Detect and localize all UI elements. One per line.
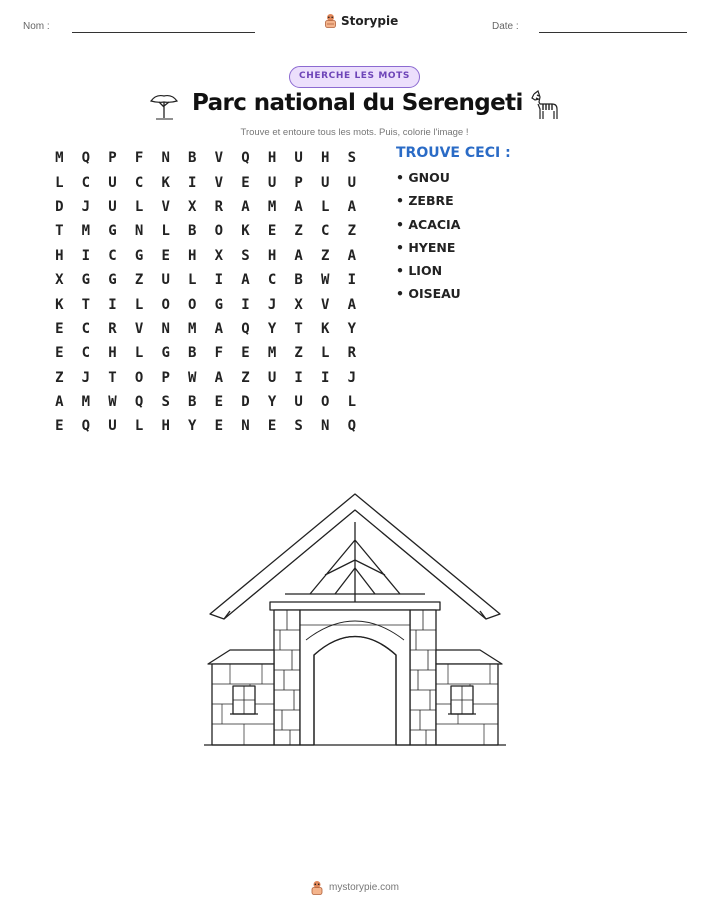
grid-letter: Q [241,150,250,167]
grid-letter: H [161,418,170,435]
grid-letter: X [188,198,197,215]
grid-row [46,390,365,414]
grid-letter: H [321,150,330,167]
grid-letter: R [214,198,224,215]
grid-letter: V [214,150,224,167]
grid-letter: T [55,223,64,240]
grid-letter: U [267,369,277,386]
grid-letter: M [267,198,277,215]
grid-letter: H [267,247,277,264]
grid-letter: N [321,418,330,435]
name-label: Nom : [23,21,50,32]
grid-row [46,292,365,316]
grid-letter: O [188,296,197,313]
grid-row [46,366,365,390]
grid-letter: S [294,418,303,435]
grid-letter: M [81,394,91,411]
grid-letter: W [321,272,330,289]
grid-letter: A [241,272,250,289]
name-line [72,32,255,33]
grid-letter: O [161,296,170,313]
grid-letter: L [134,345,144,362]
page-title: Parc national du Serengeti [192,90,523,116]
grid-letter: X [214,247,224,264]
title-row [0,88,709,126]
grid-letter: B [188,223,197,240]
grid-letter: I [347,272,357,289]
grid-letter: A [214,320,224,337]
grid-letter: L [134,418,144,435]
worksheet-header [0,0,709,50]
grid-letter: K [161,174,170,191]
grid-row [46,244,365,268]
grid-letter: A [241,198,250,215]
grid-letter: H [108,345,117,362]
grid-letter: B [188,345,197,362]
grid-letter: E [241,345,250,362]
grid-letter: L [55,174,64,191]
grid-letter: B [188,394,197,411]
zebra-icon [528,88,562,122]
grid-letter: C [81,174,91,191]
grid-letter: I [241,296,250,313]
grid-row [46,268,365,292]
grid-letter: L [134,296,144,313]
grid-letter: O [134,369,144,386]
park-gate-illustration [200,490,510,750]
word-item: • LION [396,263,443,279]
grid-letter: L [161,223,170,240]
grid-letter: T [81,296,91,313]
grid-letter: A [294,198,303,215]
grid-letter: Z [241,369,250,386]
grid-letter: Y [347,320,357,337]
grid-letter: U [108,198,117,215]
grid-letter: U [347,174,357,191]
grid-letter: A [347,247,357,264]
grid-letter: M [188,320,197,337]
grid-letter: E [55,345,64,362]
grid-letter: J [81,198,91,215]
grid-letter: N [241,418,250,435]
grid-letter: F [134,150,144,167]
grid-row [46,341,365,365]
grid-letter: K [321,320,330,337]
acacia-tree-icon [148,91,180,121]
brand [324,13,398,28]
grid-letter: G [108,223,117,240]
grid-letter: I [294,369,303,386]
grid-letter: D [55,198,64,215]
grid-letter: H [55,247,64,264]
instructions: Trouve et entoure tous les mots. Puis, colorie l'image ! [240,127,469,138]
grid-letter: E [267,418,277,435]
grid-letter: C [81,345,91,362]
grid-letter: G [214,296,224,313]
grid-letter: Q [81,150,91,167]
grid-letter: Z [294,223,303,240]
grid-letter: U [321,174,330,191]
word-search-grid [46,146,365,439]
grid-letter: I [108,296,117,313]
grid-letter: U [108,174,117,191]
grid-letter: U [294,150,303,167]
grid-letter: H [188,247,197,264]
grid-letter: J [267,296,277,313]
grid-letter: Z [347,223,357,240]
grid-letter: I [214,272,224,289]
grid-letter: R [108,320,117,337]
storypie-logo-icon [324,13,337,28]
grid-letter: E [214,418,224,435]
grid-row [46,317,365,341]
grid-letter: A [347,296,357,313]
grid-letter: F [214,345,224,362]
grid-letter: T [108,369,117,386]
word-item: • GNOU [396,170,450,185]
grid-letter: I [81,247,91,264]
grid-letter: W [108,394,117,411]
grid-letter: E [241,174,250,191]
grid-letter: Z [321,247,330,264]
grid-letter: Z [294,345,303,362]
grid-letter: B [188,150,197,167]
grid-letter: S [347,150,357,167]
date-line [539,32,687,33]
grid-letter: R [347,345,357,362]
footer-url: mystorypie.com [328,882,399,893]
grid-letter: C [134,174,144,191]
grid-letter: W [188,369,197,386]
grid-letter: I [321,369,330,386]
grid-letter: Q [241,320,250,337]
grid-letter: P [161,369,170,386]
grid-letter: Z [55,369,64,386]
grid-letter: Y [267,394,277,411]
grid-letter: T [294,320,303,337]
grid-letter: E [214,394,224,411]
grid-letter: V [214,174,224,191]
grid-letter: K [55,296,64,313]
grid-row [46,219,365,243]
grid-row [46,170,365,194]
grid-letter: L [321,345,330,362]
grid-letter: G [108,272,117,289]
grid-letter: A [214,369,224,386]
grid-letter: X [294,296,303,313]
footer [0,880,709,895]
grid-letter: P [294,174,303,191]
grid-letter: V [134,320,144,337]
word-item: • OISEAU [396,286,461,302]
grid-letter: A [55,394,64,411]
grid-letter: E [55,418,64,435]
storypie-logo-icon [310,880,324,895]
grid-letter: S [161,394,170,411]
grid-row [46,146,365,170]
grid-letter: O [214,223,224,240]
grid-letter: Q [81,418,91,435]
activity-badge: CHERCHE LES MOTS [289,66,420,88]
grid-letter: O [321,394,330,411]
grid-letter: L [347,394,357,411]
grid-letter: I [188,174,197,191]
word-item: • HYENE [396,239,456,255]
grid-letter: C [321,223,330,240]
grid-letter: G [81,272,91,289]
grid-letter: A [347,198,357,215]
grid-letter: G [134,247,144,264]
grid-letter: U [267,174,277,191]
grid-letter: G [161,345,170,362]
grid-letter: D [241,394,250,411]
grid-letter: X [55,272,64,289]
grid-letter: L [188,272,197,289]
grid-letter: Z [134,272,144,289]
grid-letter: N [161,150,170,167]
grid-letter: C [81,320,91,337]
grid-letter: S [241,247,250,264]
date-label: Date : [492,21,519,32]
grid-letter: Q [134,394,144,411]
grid-letter: H [267,150,277,167]
grid-letter: N [134,223,144,240]
grid-letter: U [161,272,170,289]
grid-letter: Y [267,320,277,337]
word-item: • ZEBRE [396,193,454,209]
grid-letter: V [161,198,170,215]
grid-letter: B [294,272,303,289]
grid-letter: J [347,369,357,386]
grid-letter: Y [188,418,197,435]
grid-letter: U [108,418,117,435]
grid-letter: C [108,247,117,264]
grid-letter: M [81,223,91,240]
grid-letter: M [267,345,277,362]
grid-letter: K [241,223,250,240]
grid-letter: M [55,150,64,167]
grid-letter: P [108,150,117,167]
grid-letter: U [294,394,303,411]
grid-letter: E [55,320,64,337]
grid-letter: E [161,247,170,264]
grid-letter: C [267,272,277,289]
word-list-title: TROUVE CECI : [396,145,511,161]
word-list [396,145,511,310]
grid-letter: V [321,296,330,313]
grid-letter: Q [347,418,357,435]
word-item: • ACACIA [396,216,461,232]
grid-letter: L [321,198,330,215]
grid-letter: L [134,198,144,215]
grid-letter: E [267,223,277,240]
grid-row [46,195,365,219]
grid-letter: N [161,320,170,337]
grid-row [46,414,365,438]
grid-letter: A [294,247,303,264]
brand-name: Storypie [341,13,399,28]
grid-letter: J [81,369,91,386]
